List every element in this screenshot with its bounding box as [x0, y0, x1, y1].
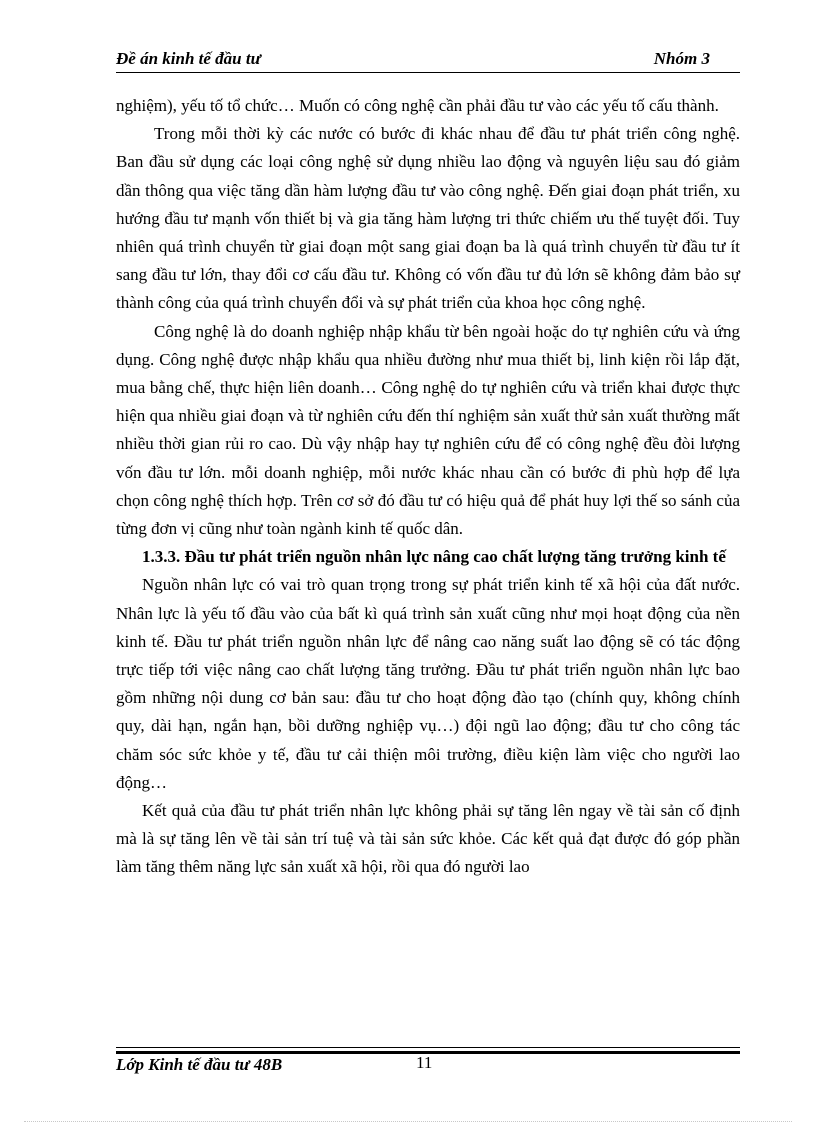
section-heading: 1.3.3. Đầu tư phát triển nguồn nhân lực nâng cao chất lượng tăng trưởng kinh tế [142, 547, 726, 567]
header-divider [116, 72, 740, 73]
paragraph-2: Trong mỗi thời kỳ các nước có bước đi khác nhau để đầu tư phát triển công nghệ. Ban đầu sử dụng các loại công nghệ sử dụng nhiều lao động và nguyên liệu sau đó giảm dần thông qua việc tăng dần hàm lượng đầu tư vào công nghệ. Đến giai đoạn phát triển, xu hướng đầu tư mạnh vốn thiết bị và gia tăng hàm lượng tri thức chiếm ưu thế tuyệt đối. Tuy nhiên quá trình chuyển từ giai đoạn một sang giai đoạn ba là quá trình chuyển từ đầu tư ít sang đầu tư lớn, thay đổi cơ cấu đầu tư. Không có vốn đầu tư đủ lớn sẽ không đảm bảo sự thành công của quá trình chuyển đổi và sự phát triển của khoa học công nghệ. [116, 124, 740, 313]
page-bottom-border [24, 1121, 792, 1122]
page-body [116, 92, 740, 882]
page-header [116, 49, 740, 71]
paragraph-4: Nguồn nhân lực có vai trò quan trọng trong sự phát triển kinh tế xã hội của đất nước. Nhân lực là yếu tố đầu vào của bất kì quá trình sản xuất cũng như mọi hoạt động của nền kinh tế. Đầu tư phát triển nguồn nhân lực để nâng cao năng suất lao động sẽ có tác động trực tiếp tới việc nâng cao chất lượng tăng trưởng. Đầu tư phát triển nguồn nhân lực bao gồm những nội dung cơ bản sau: đầu tư cho hoạt động đào tạo (chính quy, không chính quy, dài hạn, ngắn hạn, bồi dưỡng nghiệp vụ…) đội ngũ lao động; đầu tư cho công tác chăm sóc sức khỏe y tế, đầu tư cải thiện môi trường, điều kiện làm việc cho người lao động… [116, 575, 740, 792]
header-title: Đề án kinh tế đầu tư [116, 49, 261, 68]
page-footer [116, 1055, 740, 1077]
paragraph-3: Công nghệ là do doanh nghiệp nhập khẩu từ bên ngoài hoặc do tự nghiên cứu và ứng dụng. Công nghệ được nhập khẩu qua nhiều đường như mua thiết bị, linh kiện rồi lắp đặt, mua bằng chế, thực hiện liên doanh… Công nghệ do tự nghiên cứu và triển khai được thực hiện qua nhiều giai đoạn và từ nghiên cứu đến thí nghiệm sản xuất thử sản xuất thường mất nhiều thời gian rủi ro cao. Dù vậy nhập hay tự nghiên cứu để có công nghệ đều đòi lượng vốn đầu tư lớn. mỗi doanh nghiệp, mỗi nước khác nhau cần có bước đi phù hợp để lựa chọn công nghệ thích hợp. Trên cơ sở đó đầu tư có hiệu quả để phát huy lợi thế so sánh của từng đơn vị cũng như toàn ngành kinh tế quốc dân. [116, 321, 740, 539]
paragraph-1: nghiệm), yếu tố tổ chức… Muốn có công nghệ cần phải đầu tư vào các yếu tố cấu thành. [116, 96, 719, 115]
footer-class-name: Lớp Kinh tế đầu tư 48B [116, 1055, 283, 1074]
footer-divider-thin [116, 1047, 740, 1048]
paragraph-5: Kết quả của đầu tư phát triển nhân lực không phải sự tăng lên ngay về tài sản cố định mà là sự tăng lên về tài sản trí tuệ và tài sản sức khỏe. Các kết quả đạt được đó góp phần làm tăng thêm năng lực sản xuất xã hội, rồi qua đó người lao [116, 801, 740, 877]
page-number: 11 [416, 1053, 433, 1072]
header-group: Nhóm 3 [653, 49, 710, 68]
